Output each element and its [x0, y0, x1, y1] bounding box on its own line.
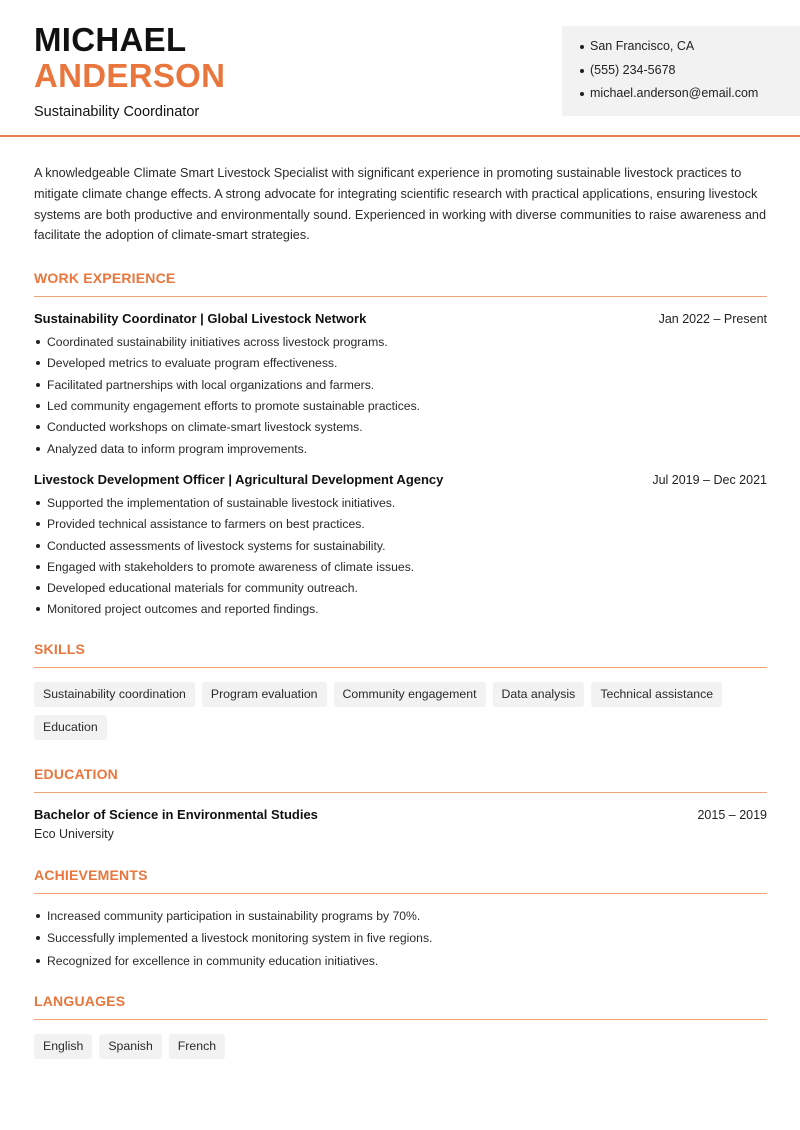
skills-heading: SKILLS	[34, 641, 767, 668]
job-entry	[34, 311, 767, 462]
list-item: Developed educational materials for community outreach.	[34, 580, 767, 601]
skill-tag: Sustainability coordination	[34, 682, 195, 707]
contact-email: michael.anderson@email.com	[580, 85, 800, 109]
list-item: Increased community participation in sustainability programs by 70%.	[34, 908, 767, 931]
contact-box	[562, 26, 800, 116]
contact-phone: (555) 234-5678	[580, 62, 800, 86]
achievements-list	[34, 908, 767, 976]
languages-section	[34, 993, 767, 1059]
edu-years: 2015 – 2019	[697, 807, 767, 822]
list-item: Monitored project outcomes and reported findings.	[34, 601, 767, 622]
list-item: Developed metrics to evaluate program effectiveness.	[34, 355, 767, 376]
list-item: Provided technical assistance to farmers on best practices.	[34, 516, 767, 537]
language-tag: English	[34, 1034, 92, 1059]
skills-tags	[34, 682, 767, 740]
list-item: Coordinated sustainability initiatives across livestock programs.	[34, 334, 767, 355]
work-heading: WORK EXPERIENCE	[34, 270, 767, 297]
first-name: MICHAEL	[34, 21, 187, 58]
list-item: Facilitated partnerships with local organizations and farmers.	[34, 377, 767, 398]
job-bullets	[34, 334, 767, 462]
list-item: Successfully implemented a livestock monitoring system in five regions.	[34, 930, 767, 953]
language-tag: Spanish	[99, 1034, 161, 1059]
skill-tag: Education	[34, 715, 107, 740]
job-role: Livestock Development Officer | Agricultural Development Agency	[34, 471, 444, 487]
skill-tag: Community engagement	[334, 682, 486, 707]
list-item: Engaged with stakeholders to promote awareness of climate issues.	[34, 559, 767, 580]
job-bullets	[34, 495, 767, 623]
contact-list	[580, 38, 800, 109]
summary: A knowledgeable Climate Smart Livestock Specialist with significant experience in promoting sustainable livestock practices to mitigate climate change effects. A strong advocate for integrating scientific research with practical applications, ensuring livestock systems are both productive and environmentally sound. Experienced in working with diverse communities to raise awareness and facilitate the adoption of climate-smart strategies.	[34, 166, 767, 243]
edu-school: Eco University	[34, 826, 114, 841]
education-section	[34, 766, 767, 841]
list-item: Conducted assessments of livestock systems for sustainability.	[34, 538, 767, 559]
resume-content	[34, 163, 767, 1059]
achievements-heading: ACHIEVEMENTS	[34, 867, 767, 894]
job-date: Jul 2019 – Dec 2021	[652, 472, 767, 487]
list-item: Recognized for excellence in community education initiatives.	[34, 953, 767, 976]
languages-heading: LANGUAGES	[34, 993, 767, 1020]
skills-section	[34, 641, 767, 740]
list-item: Analyzed data to inform program improvements.	[34, 441, 767, 462]
last-name: ANDERSON	[34, 57, 226, 94]
job-date: Jan 2022 – Present	[658, 312, 767, 327]
job-entry	[34, 472, 767, 623]
skill-tag: Technical assistance	[591, 682, 722, 707]
languages-tags	[34, 1034, 767, 1059]
list-item: Supported the implementation of sustainable livestock initiatives.	[34, 495, 767, 516]
name-block	[34, 22, 225, 120]
list-item: Led community engagement efforts to promote sustainable practices.	[34, 398, 767, 419]
skill-tag: Data analysis	[493, 682, 585, 707]
edu-degree: Bachelor of Science in Environmental Studies	[34, 806, 318, 822]
language-tag: French	[169, 1034, 225, 1059]
achievements-section	[34, 867, 767, 976]
work-section	[34, 270, 767, 623]
job-role: Sustainability Coordinator | Global Livestock Network	[34, 311, 367, 327]
list-item: Conducted workshops on climate-smart livestock systems.	[34, 419, 767, 440]
job-title: Sustainability Coordinator	[34, 104, 200, 120]
contact-location: San Francisco, CA	[580, 38, 800, 62]
resume-header	[0, 0, 800, 137]
skill-tag: Program evaluation	[202, 682, 327, 707]
education-heading: EDUCATION	[34, 766, 767, 793]
